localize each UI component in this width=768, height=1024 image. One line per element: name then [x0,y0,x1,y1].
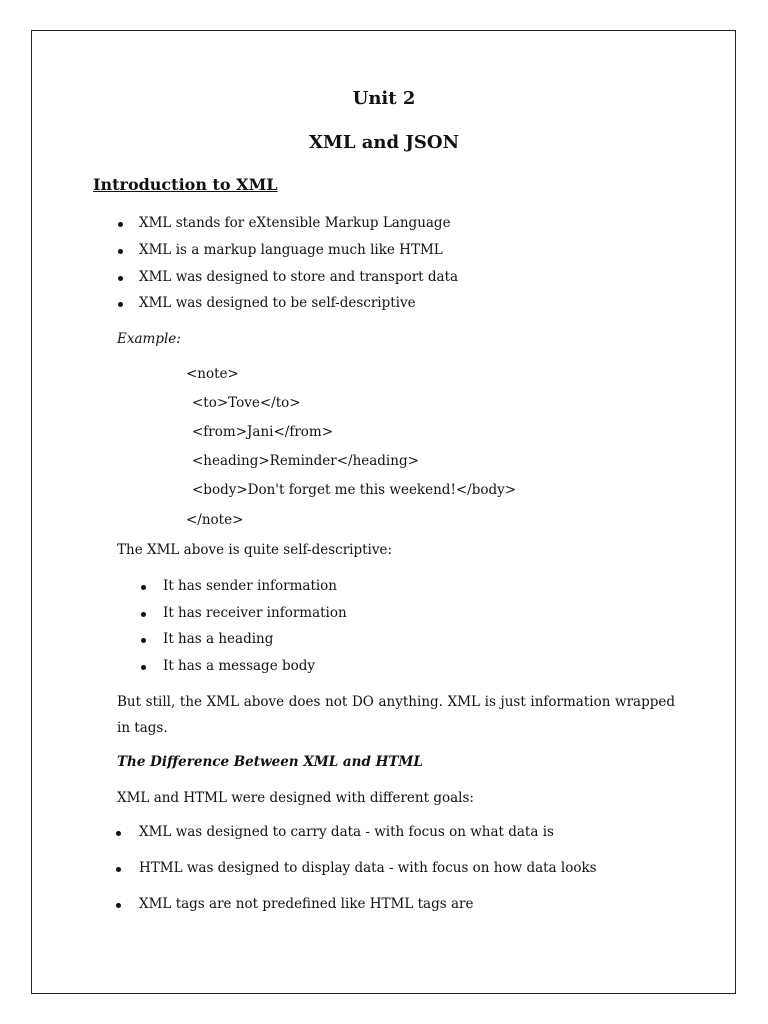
code-line: <body>Don't forget me this weekend!</body> [192,482,517,498]
section-heading: Introduction to XML [93,175,278,194]
bullet-icon [141,638,146,643]
unit-title: Unit 2 [352,88,416,109]
document-title: XML and JSON [308,132,460,153]
list-item-text: XML tags are not predefined like HTML tags are [139,896,474,912]
bullet-icon [118,222,123,227]
descriptive-text: The XML above is quite self-descriptive: [117,542,393,558]
list-item-text: It has sender information [163,578,338,594]
bullet-icon [141,612,146,617]
list-item-text: It has a heading [163,631,274,647]
difference-heading: The Difference Between XML and HTML [117,754,423,770]
bullet-icon [118,302,123,307]
list-item-text: XML stands for eXtensible Markup Language [139,215,451,231]
code-line: <from>Jani</from> [192,424,334,440]
bullet-icon [116,867,121,872]
list-item-text: XML was designed to carry data - with focus on what data is [139,824,554,840]
bullet-icon [118,276,123,281]
code-line: <to>Tove</to> [192,395,301,411]
code-line: <heading>Reminder</heading> [192,453,419,469]
bullet-icon [116,903,121,908]
difference-intro: XML and HTML were designed with different goals: [117,790,474,806]
list-item-text: It has receiver information [163,605,347,621]
list-item-text: XML was designed to store and transport data [139,269,459,285]
list-item-text: HTML was designed to display data - with focus on how data looks [139,860,597,876]
list-item-text: XML was designed to be self-descriptive [139,295,416,311]
list-item-text: It has a message body [163,658,316,674]
bullet-icon [116,831,121,836]
bullet-icon [141,585,146,590]
code-line: <note> [186,366,239,382]
bullet-icon [141,665,146,670]
code-line: </note> [186,512,244,528]
still-paragraph: But still, the XML above does not DO anything. XML is just information wrapped in tags. [117,694,675,736]
bullet-icon [118,249,123,254]
list-item-text: XML is a markup language much like HTML [139,242,443,258]
example-label: Example: [117,331,181,347]
